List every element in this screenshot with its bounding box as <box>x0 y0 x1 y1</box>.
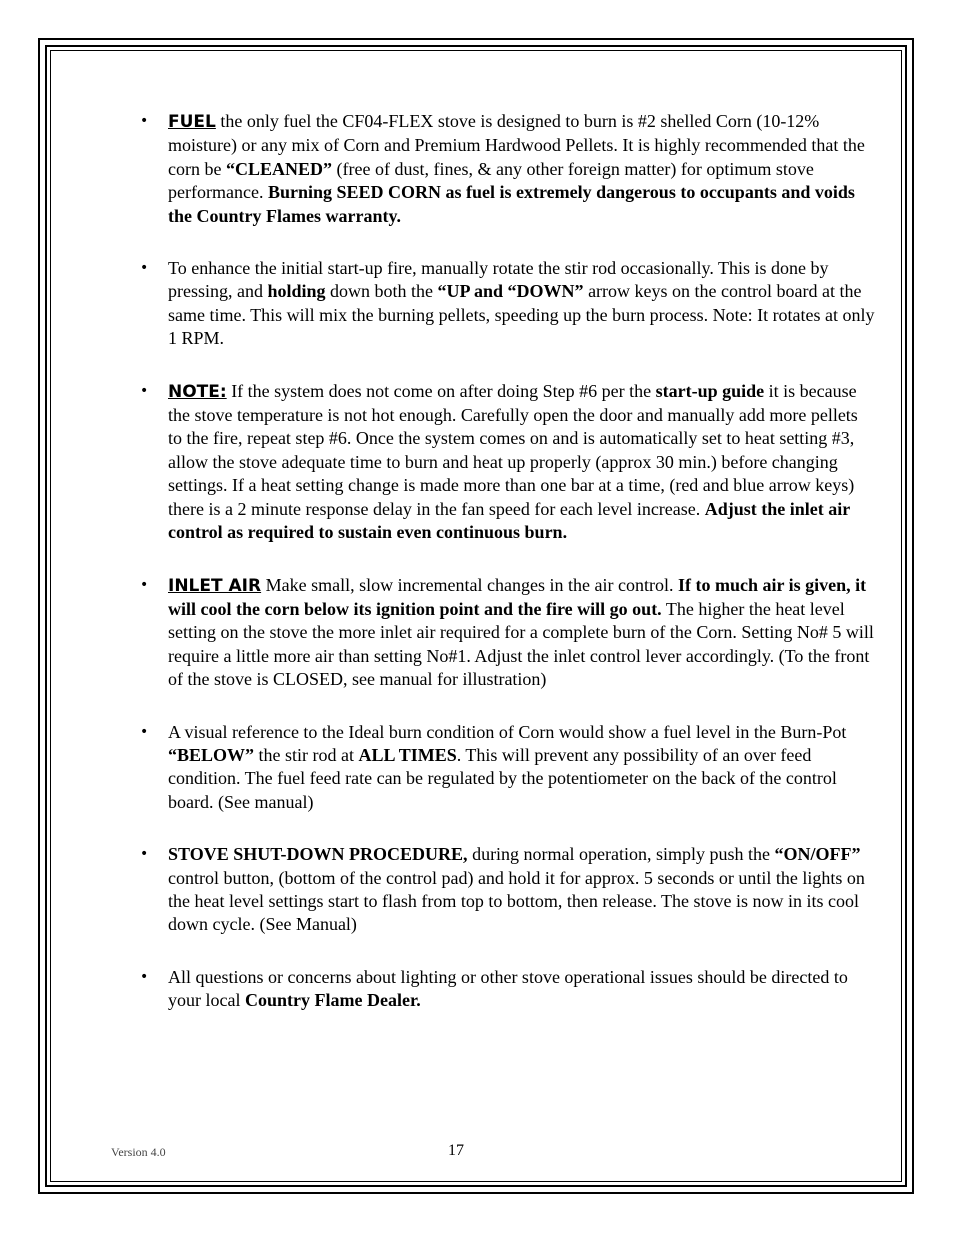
stir-text-3: arrow keys on the control board at the same time. This will mix the burning pellets, speeding up the burn process. Note: It rotates at only 1 RPM. <box>168 281 875 349</box>
questions-text-dealer: Country Flame Dealer. <box>244 990 421 1011</box>
footer-version: Version 4.0 <box>111 1145 166 1159</box>
stir-text-1: To enhance the initial start-up fire, manually rotate the stir rod occasionally. This is done by pressing, and <box>168 258 829 302</box>
heading-note: NOTE: <box>168 381 227 402</box>
visual-text-3: . This will prevent any possibility of an over feed condition. The fuel feed rate can be regulated by the potentiometer on the back of the control board. (See manual) <box>168 744 837 812</box>
bullet-item-shutdown <box>140 843 875 937</box>
bullet-item-fuel <box>140 110 875 228</box>
shutdown-text-1: during normal operation, simply push the <box>467 844 775 865</box>
bullet-item-questions <box>140 966 875 1013</box>
stir-text-holding: holding <box>267 281 326 302</box>
inlet-text-warning: If to much air is given, it will cool the corn below its ignition point and the fire will go out. <box>168 574 867 619</box>
note-text-1: If the system does not come on after doing Step #6 per the <box>226 380 656 401</box>
heading-fuel: FUEL <box>168 112 216 132</box>
bullet-icon: • <box>140 968 149 985</box>
bullet-item-note <box>140 380 875 545</box>
bullet-icon: • <box>140 260 149 277</box>
bullet-list <box>140 110 875 1042</box>
fuel-text-cleaned: “CLEANED” <box>225 158 332 179</box>
shutdown-text-onoff: “ON/OFF” <box>774 844 861 865</box>
inlet-text-1: Make small, slow incremental changes in the air control. <box>261 574 678 595</box>
bullet-icon: • <box>140 576 149 593</box>
bullet-item-inlet-air <box>140 574 875 692</box>
bullet-item-stir-rod <box>140 257 875 351</box>
heading-inlet-air: INLET AIR <box>168 575 262 596</box>
stir-text-2: down both the <box>325 281 438 302</box>
shutdown-text-2: control button, (bottom of the control pad) and hold it for approx. 5 seconds or until the lights on the heat level settings start to flash from top to bottom, then release. The stove is now in its cool down cycle. (See Manual) <box>168 867 865 935</box>
questions-text-1: All questions or concerns about lighting or other stove operational issues should be directed to your local <box>168 966 848 1011</box>
note-text-adjust: Adjust the inlet air control as required to sustain even continuous burn. <box>168 498 850 543</box>
visual-text-all-times: ALL TIMES <box>358 744 457 765</box>
visual-text-1: A visual reference to the Ideal burn condition of Corn would show a fuel level in the Burn-Pot <box>168 721 847 742</box>
fuel-text-1: the only fuel the CF04-FLEX stove is designed to burn is #2 shelled Corn (10-12% moisture) or any mix of Corn and Premium Hardwood Pellets. It is highly recommended that the corn be <box>168 111 865 179</box>
visual-text-2: the stir rod at <box>254 744 359 765</box>
bullet-icon: • <box>140 382 149 399</box>
bullet-icon: • <box>140 723 149 740</box>
bullet-icon: • <box>140 846 149 863</box>
fuel-text-2: (free of dust, fines, & any other foreign matter) for optimum stove performance. <box>168 158 814 203</box>
visual-text-below: “BELOW” <box>168 744 255 765</box>
note-text-2: it is because the stove temperature is not hot enough. Carefully open the door and manually add more pellets to the fire, repeat step #6. Once the system comes on and is automatically set to heat setting #3, allow the stove adequate time to burn and heat up properly (approx 30 min.) before changing settings. If a heat setting change is made more than one bar at a time, (red and blue arrow keys) there is a 2 minute response delay in the fan speed for each level increase. <box>168 380 858 519</box>
stir-text-keys: “UP and “DOWN” <box>437 281 584 302</box>
page-number: 17 <box>448 1142 464 1159</box>
bullet-icon: • <box>140 113 149 129</box>
fuel-warning: Burning SEED CORN as fuel is extremely dangerous to occupants and voids the Country Flames warranty. <box>168 182 855 226</box>
shutdown-heading: STOVE SHUT-DOWN PROCEDURE, <box>168 844 468 865</box>
inlet-text-2: The higher the heat level setting on the stove the more inlet air required for a complete burn of the Corn. Setting No# 5 will require a little more air than setting No#1. Adjust the inlet control lever accordingly. (To the front of the stove is CLOSED, see manual for illustration) <box>168 598 874 690</box>
note-text-guide: start-up guide <box>655 380 765 401</box>
bullet-item-visual-reference <box>140 721 875 815</box>
